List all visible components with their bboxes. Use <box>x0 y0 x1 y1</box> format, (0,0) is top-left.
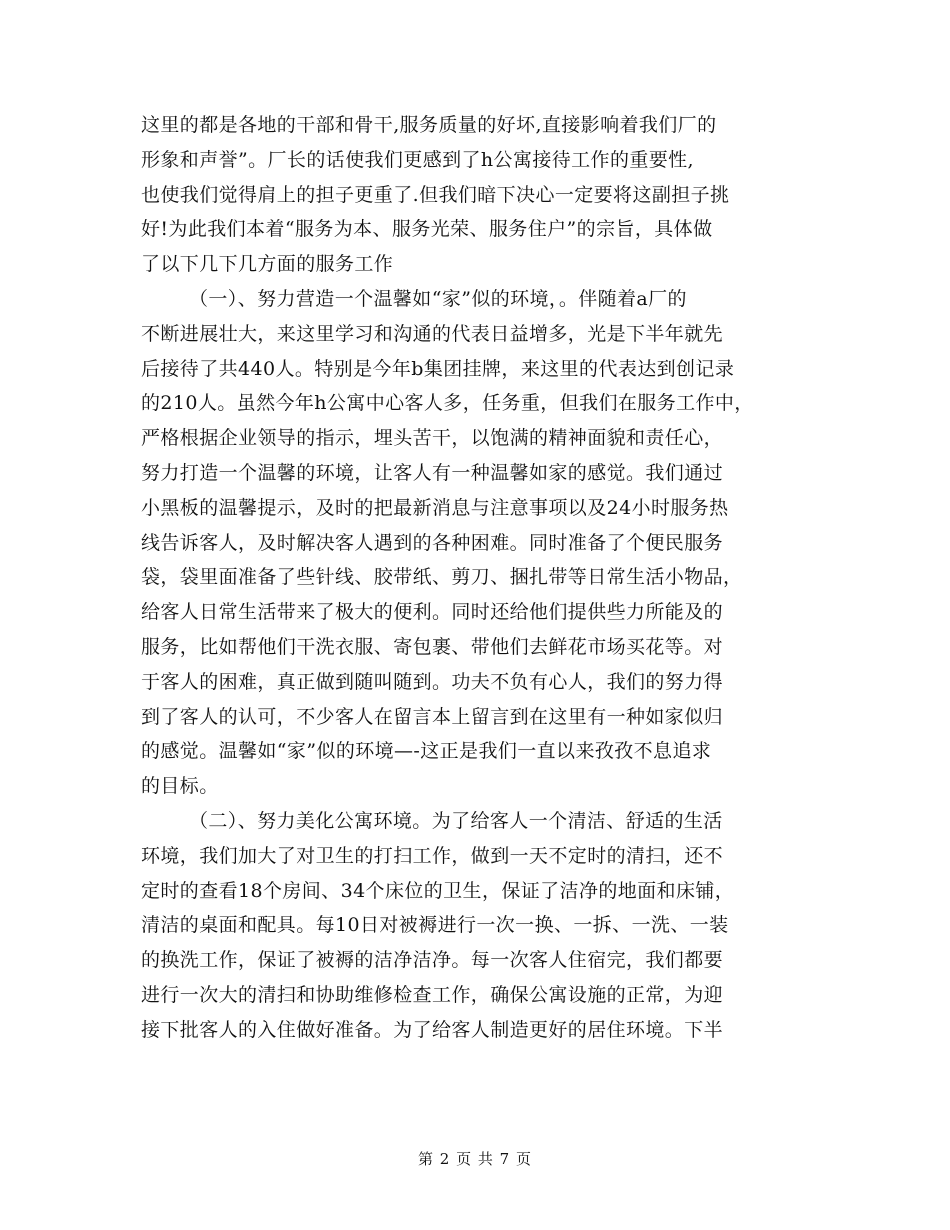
text-line: 不断进展壮大，来这里学习和沟通的代表日益增多，光是下半年就先 <box>141 322 724 345</box>
text-line: 服务，比如帮他们干洗衣服、寄包裹、带他们去鲜花市场买花等。对 <box>141 635 724 658</box>
text-line: 好!为此我们本着“服务为本、服务光荣、服务住户”的宗旨，具体做 <box>141 218 713 241</box>
text-line: 严格根据企业领导的指示，埋头苦干，以饱满的精神面貌和责任心， <box>141 427 724 450</box>
document-body <box>141 108 831 1048</box>
text-line: 线告诉客人，及时解决客人遇到的各种困难。同时准备了个便民服务 <box>141 531 724 554</box>
text-line: 进行一次大的清扫和协助维修检查工作，确保公寓设施的正常，为迎 <box>141 983 724 1006</box>
text-line: 后接待了共440人。特别是今年b集团挂牌，来这里的代表达到创记录 <box>141 357 735 380</box>
text-line: 到了客人的认可，不少客人在留言本上留言到在这里有一种如家似归 <box>141 705 724 728</box>
text-line: 努力打造一个温馨的环境，让客人有一种温馨如家的感觉。我们通过 <box>141 461 724 484</box>
text-line: 形象和声誉”。厂长的话使我们更感到了h公寓接待工作的重要性, <box>141 148 694 171</box>
text-line: 清洁的桌面和配具。每10日对被褥进行一次一换、一拆、一洗、一装 <box>141 914 729 937</box>
text-line: 环境，我们加大了对卫生的打扫工作，做到一天不定时的清扫，还不 <box>141 844 724 867</box>
text-line: 的换洗工作，保证了被褥的洁净洁净。每一次客人住宿完，我们都要 <box>141 949 724 972</box>
text-line: 也使我们觉得肩上的担子更重了.但我们暗下决心一定要将这副担子挑 <box>141 183 730 206</box>
page-number-footer: 第 2 页 共 7 页 <box>418 1150 532 1168</box>
text-line: 的210人。虽然今年h公寓中心客人多，任务重，但我们在服务工作中， <box>141 392 754 415</box>
text-line: 小黑板的温馨提示，及时的把最新消息与注意事项以及24小时服务热 <box>141 496 729 519</box>
text-line: 的目标。 <box>141 775 219 798</box>
paragraph-start-line: （二）、努力美化公寓环境。为了给客人一个清洁、舒适的生活 <box>189 809 723 832</box>
text-line: 给客人日常生活带来了极大的便利。同时还给他们提供些力所能及的 <box>141 601 724 624</box>
paragraph-start-line: （一）、努力营造一个温馨如“家”似的环境，。伴随着a厂的 <box>189 287 687 310</box>
text-line: 定时的查看18个房间、34个床位的卫生，保证了洁净的地面和床铺， <box>141 879 735 902</box>
text-line: 袋，袋里面准备了些针线、胶带纸、剪刀、捆扎带等日常生活小物品， <box>141 566 743 589</box>
text-line: 了以下几下几方面的服务工作 <box>141 253 394 276</box>
text-line: 于客人的困难，真正做到随叫随到。功夫不负有心人，我们的努力得 <box>141 670 724 693</box>
text-line: 的感觉。温馨如“家”似的环境—-这正是我们一直以来孜孜不息追求 <box>141 740 712 763</box>
text-line: 接下批客人的入住做好准备。为了给客人制造更好的居住环境。下半 <box>141 1018 724 1041</box>
text-line: 这里的都是各地的干部和骨干,服务质量的好坏,直接影响着我们厂的 <box>141 114 717 136</box>
